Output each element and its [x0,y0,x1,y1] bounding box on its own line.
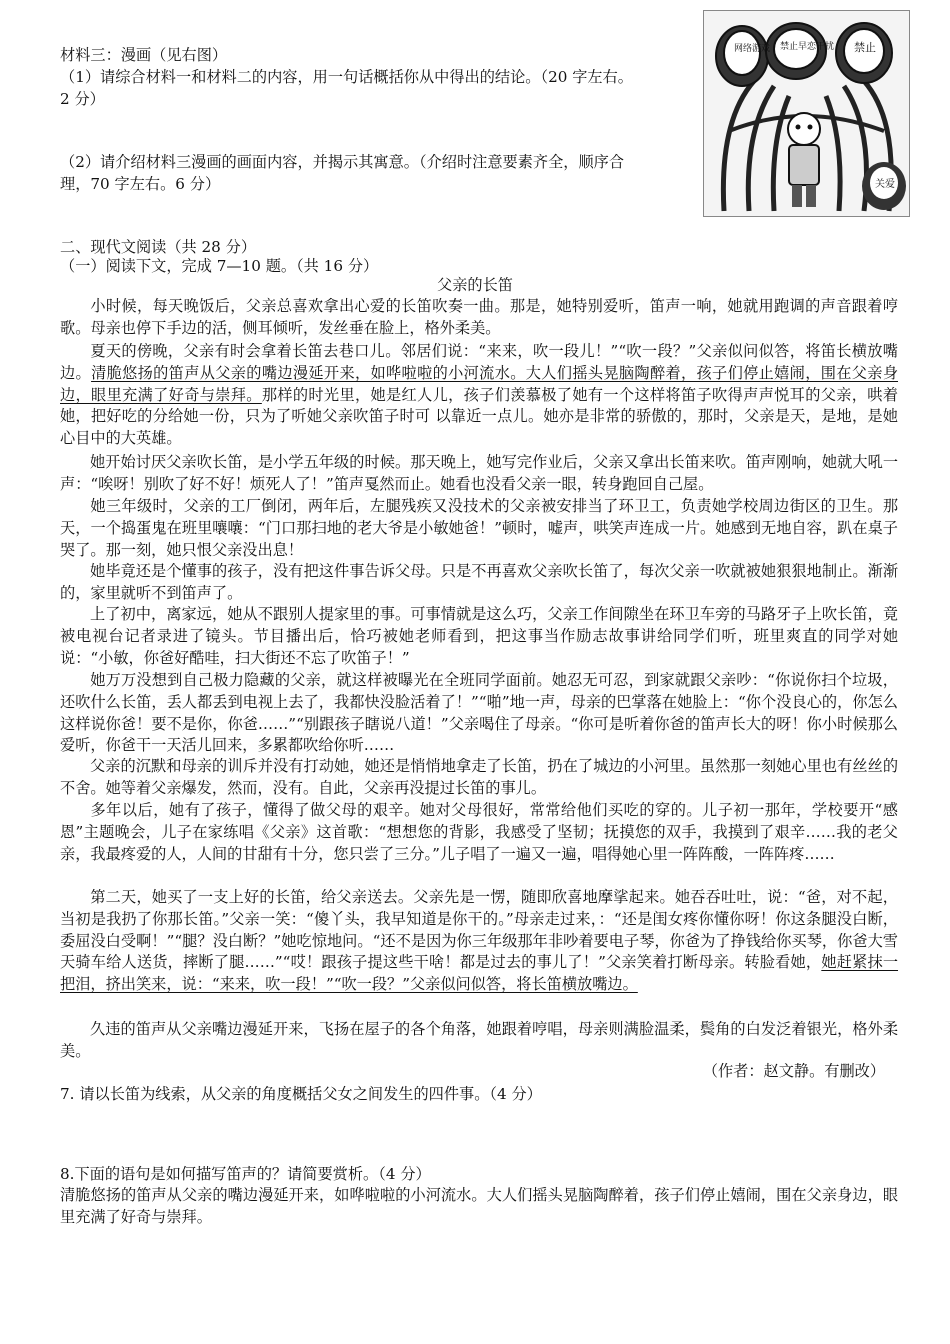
material3-title: 材料三：漫画（见右图） [60,46,228,64]
article-paragraph-2: 夏天的傍晚，父亲有时会拿着长笛去巷口儿。邻居们说：“来来，吹一段儿！”“吹一段？”父亲似问似答，将笛长横放嘴边。清脆悠扬的笛声从父亲的嘴边漫延开来，如哗啦啦的小河流水。大人们摇头晃脑陶醉着，孩子们停止嬉闹，围在父亲身边，眼里充满了好奇与崇拜。那样的时光里，她是红人儿，孩子们羡慕极了她有一个这样将笛子吹得声声悦耳的父亲，哄着她，把好吃的分给她一份，只为了听她父亲吹笛子时可 以靠近一点儿。她亦是非常的骄傲的，那时，父亲是天，是地，是她心目中的大英雄。 [60,342,899,448]
article-paragraph-10: 第二天，她买了一支上好的长笛，给父亲送去。父亲先是一愣，随即欣喜地摩挲起来。她吞吞吐吐，说：“爸，对不起，当初是我扔了你那长笛。”父亲一笑：“傻丫头，我早知道是你干的。”母亲走过来，：“还是闺女疼你懂你呀！你这条腿没白断，委屈没白受啊！”“腿？没白断？”她吃惊地问。“还不是因为你三年级那年非吵着要电子琴，你爸为了挣钱给你买琴，你爸大雪天骑车给人送货，摔断了腿……”“哎！跟孩子提这些干啥！都是过去的事儿了！”父亲笑着打断母亲。转脸看她，她赶紧抹一把泪，挤出笑来，说：“来来，吹一段！”“吹一段？”父亲似问似答，将长笛横放嘴边。 [60,888,899,994]
article-paragraph-5: 她毕竟还是个懂事的孩子，没有把这件事告诉父母。只是不再喜欢父亲吹长笛了，每次父亲一吹就被她狠狠地制止。渐渐的，家里就听不到笛声了。 [60,562,898,602]
question-7: 7. 请以长笛为线索，从父亲的角度概括父女之间发生的四件事。（4 分） [60,1085,542,1103]
article-paragraph-6: 上了初中，离家远，她从不跟别人提家里的事。可事情就是这么巧，父亲工作间隙坐在环卫车旁的马路牙子上吹长笛，竟被电视台记者录进了镜头。节目播出后，恰巧被她老师看到，把这事当作励志故事讲给同学们听，班里爽直的同学对她说：“小敏，你爸好酷哇，扫大街还不忘了吹笛子！” [60,605,898,667]
article-paragraph-4: 她三年级时，父亲的工厂倒闭，两年后，左腿残疾又没技术的父亲被安排当了环卫工，负责她学校周边街区的卫生。那天，一个捣蛋鬼在班里嚷嚷：“门口那扫地的老大爷是小敏她爸！”顿时，嘘声，哄笑声连成一片。她感到无地自容，趴在桌子哭了。那一刻，她只恨父亲没出息！ [60,497,898,559]
question-2-line1: （2）请介绍材料三漫画的画面内容，并揭示其寓意。（介绍时注意要素齐全，顺序合 [60,153,625,171]
cartoon-drawing [704,11,909,216]
article-paragraph-9: 多年以后，她有了孩子，懂得了做父母的艰辛。她对父母很好，常常给他们买吃的穿的。儿子初一那年，学校要开“感恩”主题晚会，儿子在家练唱《父亲》这首歌：“想想您的背影，我感受了坚韧；抚摸您的双手，我摸到了艰辛……我的老父亲，我最疼爱的人，人间的甘甜有十分，您只尝了三分。”儿子唱了一遍又一遍，唱得她心里一阵阵酸，一阵阵疼…… [60,801,898,863]
article-source: （作者：赵文静。有删改） [702,1062,885,1080]
section-sub-heading: （一）阅读下文，完成 7—10 题。（共 16 分） [60,257,379,275]
underlined-sentence-1: 清脆悠扬的笛声从父亲的嘴边漫延开来，如哗啦啦的小河流水。大人们摇头晃脑陶醉着，孩子们停止嬉闹，围在父亲身边，眼里充满了好奇与崇拜。 [60,363,899,404]
question-8-text: 清脆悠扬的笛声从父亲的嘴边漫延开来，如哗啦啦的小河流水。大人们摇头晃脑陶醉着，孩子们停止嬉闹，围在父亲身边，眼里充满了好奇与崇拜。 [60,1186,898,1226]
drum-label-4: 关爱 [875,179,895,190]
question-1-line1: （1）请综合材料一和材料二的内容，用一句话概括你从中得出的结论。（20 字左右。 [60,68,633,86]
drum-label-3: 禁止 [854,41,876,54]
drum-label-2: 禁止早恋干扰 [780,42,835,52]
section-heading: 二、现代文阅读（共 28 分） [60,238,257,256]
article-paragraph-11: 久违的笛声从父亲嘴边漫延开来，飞扬在屋子的各个角落，她跟着哼唱，母亲则满脸温柔，鬓角的白发泛着银光，格外柔美。 [60,1020,898,1060]
article-title: 父亲的长笛 [437,276,513,294]
article-paragraph-3: 她开始讨厌父亲吹长笛，是小学五年级的时候。那天晚上，她写完作业后，父亲又拿出长笛来吹。笛声刚响，她就大吼一声：“唉呀！别吹了好不好！烦死人了！”笛声戛然而止。她看也没看父亲一眼，转身跑回自己屋。 [60,453,898,493]
article-paragraph-8: 父亲的沉默和母亲的训斥并没有打动她，她还是悄悄地拿走了长笛，扔在了城边的小河里。虽然那一刻她心里也有丝丝的不舍。她等着父亲爆发，然而，没有。自此，父亲再没提过长笛的事儿。 [60,757,898,797]
underlined-sentence-2: 她赶紧抹一把泪，挤出笑来，说：“来来，吹一段！”“吹一段？”父亲似问似答，将长笛横放嘴边。 [60,953,899,994]
question-1-line2: 2 分） [60,90,105,108]
cartoon-image [703,10,910,217]
article-paragraph-1: 小时候，每天晚饭后，父亲总喜欢拿出心爱的长笛吹奏一曲。那是，她特别爱听，笛声一响，她就用跑调的声音跟着哼歌。母亲也停下手边的活，侧耳倾听，发丝垂在脸上，格外柔美。 [60,297,898,337]
article-paragraph-7: 她万万没想到自己极力隐藏的父亲，就这样被曝光在全班同学面前。她忍无可忍，到家就跟父亲吵：“你说你扫个垃圾，还吹什么长笛，丢人都丢到电视上去了，我都快没脸活着了！”“啪”地一声，母亲的巴掌落在她脸上：“你个没良心的，你怎么这样说你爸！要不是你，你爸……”“别跟孩子瞎说八道！”父亲喝住了母亲。“你可是听着你爸的笛声长大的呀！你小时候那么爱听，你爸干一天活儿回来，多累都吹给你听…… [60,671,898,755]
question-2-line2: 理，70 字左右。6 分） [60,175,221,193]
drum-label-1: 网络游戏 [734,44,771,54]
question-8-title: 8.下面的语句是如何描写笛声的？请简要赏析。（4 分） [60,1165,431,1183]
